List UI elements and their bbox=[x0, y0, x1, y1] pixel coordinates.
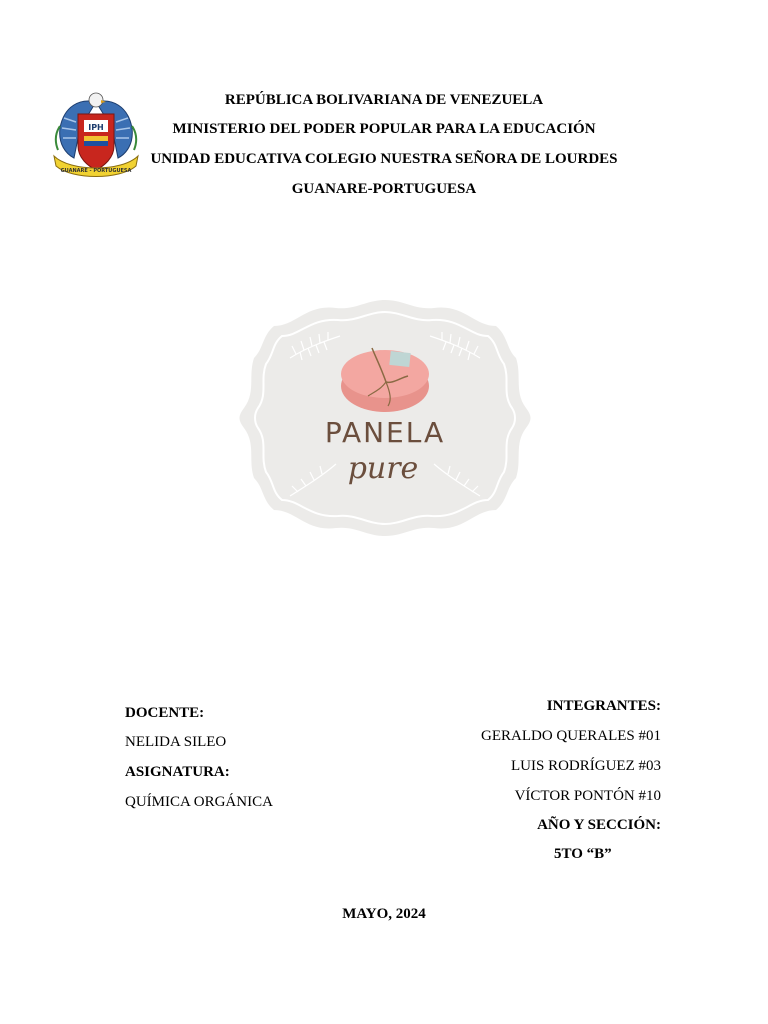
seccion-value: 5TO “B” bbox=[554, 846, 612, 862]
member-2: LUIS RODRÍGUEZ #03 bbox=[511, 758, 661, 774]
docente-label: DOCENTE: bbox=[125, 705, 205, 721]
logo-word-panela: PANELA bbox=[324, 416, 446, 449]
member-3: VÍCTOR PONTÓN #10 bbox=[514, 788, 661, 804]
seccion-label: AÑO Y SECCIÓN: bbox=[537, 817, 661, 833]
header-school: UNIDAD EDUCATIVA COLEGIO NUESTRA SEÑORA DE LOURDES bbox=[150, 151, 618, 167]
asignatura-label: ASIGNATURA: bbox=[125, 764, 230, 780]
panela-pure-logo bbox=[236, 296, 534, 540]
document-date: MAYO, 2024 bbox=[342, 906, 426, 922]
header-location: GUANARE-PORTUGUESA bbox=[291, 181, 477, 197]
header-ministry: MINISTERIO DEL PODER POPULAR PARA LA EDUCACIÓN bbox=[172, 121, 596, 137]
crest-shield-text: IPH bbox=[88, 123, 104, 132]
integrantes-label: INTEGRANTES: bbox=[546, 698, 661, 714]
member-1: GERALDO QUERALES #01 bbox=[481, 728, 661, 744]
asignatura-value: QUÍMICA ORGÁNICA bbox=[125, 794, 273, 810]
docente-value: NELIDA SILEO bbox=[125, 734, 227, 750]
crest-ribbon-text: GUANARE - PORTUGUESA bbox=[60, 168, 132, 174]
logo-word-pure: pure bbox=[347, 451, 419, 486]
school-crest-icon bbox=[50, 88, 142, 192]
header-republic: REPÚBLICA BOLIVARIANA DE VENEZUELA bbox=[224, 92, 544, 108]
